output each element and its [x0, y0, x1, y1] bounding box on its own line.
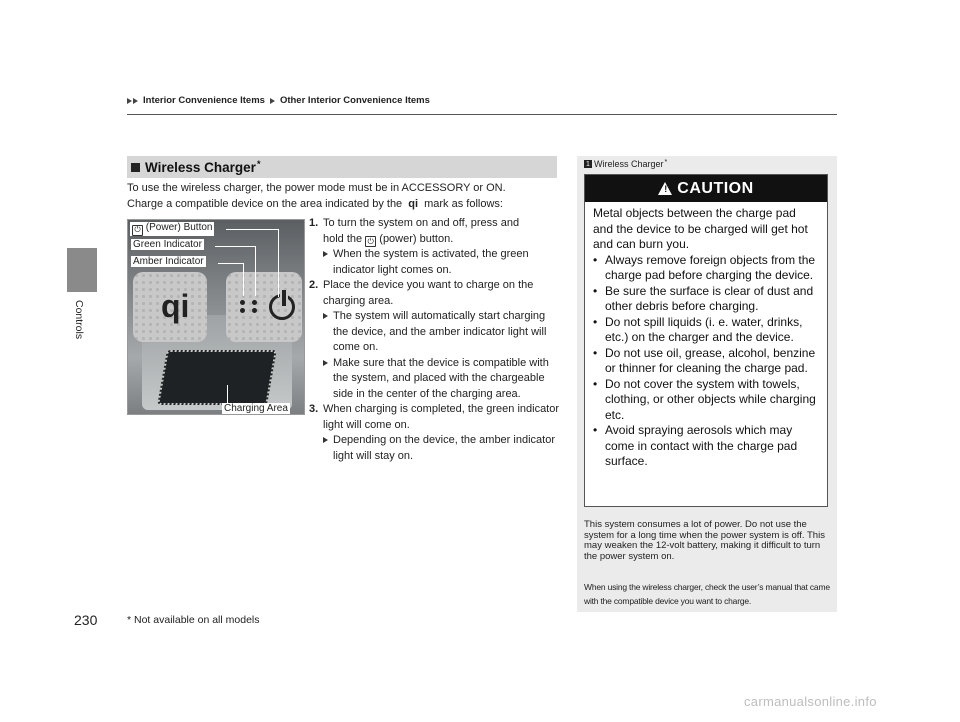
sidebar-title-text: Wireless Charger [594, 159, 664, 169]
power-button-label-text: (Power) Button [145, 222, 213, 233]
leader-line [215, 246, 255, 247]
breadcrumb-separator-icon [270, 98, 275, 104]
power-symbol-icon: ⏻ [132, 225, 143, 236]
chapter-tab [67, 248, 97, 292]
step-3-note [311, 433, 561, 464]
note-text: Depending on the device, the amber indicator light will stay on. [333, 434, 555, 462]
page-number: 230 [74, 612, 98, 628]
bullet-icon: • [593, 252, 598, 267]
arrow-icon [323, 360, 328, 366]
sidebar-notes [577, 156, 837, 612]
qi-callout [133, 272, 207, 342]
step-2 [311, 278, 561, 309]
step-text: Place the device you want to charge on the charging area. [323, 279, 534, 307]
bullet-icon: • [593, 283, 598, 298]
caution-bullet [593, 346, 819, 377]
sidebar-title-asterisk: * [664, 158, 668, 166]
breadcrumb-arrow-icon [127, 98, 138, 104]
warning-triangle-icon: ! [658, 182, 673, 195]
power-button-label [130, 222, 214, 236]
caution-bullet [593, 253, 819, 284]
leader-line [278, 229, 279, 297]
breadcrumb-section: Interior Convenience Items [143, 95, 265, 106]
step-text-start: hold the [323, 232, 363, 245]
green-indicator-label: Green Indicator [133, 239, 202, 250]
intro-line-2-start: Charge a compatible device on the area indicated by the [127, 197, 403, 210]
power-consumption-note: This system consumes a lot of power. Do not use the system for a long time when the power system is off. This may weaken the 12-volt battery, making it difficult to turn the power system on. [584, 519, 825, 562]
caution-body [585, 202, 827, 470]
section-title: Wireless Charger [145, 159, 256, 175]
device-manual-note: When using the wireless charger, check the user’s manual that came with the compatible device you want to charge. [584, 582, 830, 606]
instruction-steps [311, 216, 561, 464]
sidebar-title [584, 159, 667, 169]
arrow-icon [323, 437, 328, 443]
note-text: The system will automatically start charging the device, and the amber indicator light will come on. [333, 310, 547, 353]
power-symbol-icon: ⏻ [365, 236, 376, 247]
footnote: * Not available on all models [127, 614, 260, 626]
bullet-icon: • [593, 314, 598, 329]
bullet-icon: • [593, 345, 598, 360]
caution-header [585, 175, 827, 202]
power-button-stem-icon [280, 290, 288, 306]
amber-indicator-label: Amber Indicator [133, 256, 204, 267]
caution-bullet [593, 315, 819, 346]
intro-text [127, 181, 567, 212]
leader-line [226, 229, 278, 230]
step-1-note [311, 247, 561, 278]
step-text: When charging is completed, the green indicator light will come on. [323, 403, 560, 431]
green-indicator-dot-icon [240, 308, 245, 313]
leader-line [255, 246, 256, 296]
step-number: 2. [309, 279, 319, 291]
header-divider [127, 114, 837, 115]
caution-bullet [593, 284, 819, 315]
step-text-continued [323, 232, 561, 248]
leader-line [218, 263, 243, 264]
leader-line [227, 385, 228, 403]
step-3 [311, 402, 561, 433]
intro-line-2-end: mark as follows: [424, 197, 503, 210]
step-number: 3. [309, 403, 319, 415]
caution-bullet-text: Always remove foreign objects from the charge pad before charging the device. [605, 252, 816, 282]
caution-bullet [593, 423, 819, 470]
watermark: carmanualsonline.info [744, 694, 877, 709]
amber-indicator-icon [252, 300, 257, 305]
square-bullet-icon [131, 163, 140, 172]
caution-bullet-text: Do not spill liquids (i. e. water, drinks, etc.) on the charger and the device. [605, 314, 803, 344]
bullet-icon: • [593, 376, 598, 391]
green-indicator-icon [240, 300, 245, 305]
caution-bullet-text: Do not cover the system with towels, clothing, or other objects while charging etc. [605, 376, 816, 422]
leader-line [243, 263, 244, 296]
qi-symbol-icon: qi [161, 288, 190, 324]
caution-box [584, 174, 828, 507]
wireless-charger-figure [127, 219, 305, 415]
intro-line-1: To use the wireless charger, the power mode must be in ACCESSORY or ON. [127, 182, 506, 194]
section-asterisk: * [256, 159, 261, 169]
arrow-icon [323, 251, 328, 257]
controls-callout [226, 272, 302, 342]
step-1 [311, 216, 561, 247]
chapter-label: Controls [73, 300, 85, 340]
step-2-note-2 [311, 356, 561, 403]
caution-bullet-text: Do not use oil, grease, alcohol, benzine or thinner for cleaning the charge pad. [605, 345, 816, 375]
step-text: To turn the system on and off, press and [323, 217, 520, 229]
bullet-icon: • [593, 423, 598, 437]
caution-title: CAUTION [677, 179, 754, 197]
step-text-end: (power) button. [379, 232, 454, 245]
step-number: 1. [309, 217, 319, 229]
arrow-icon [323, 313, 328, 319]
amber-indicator-dot-icon [252, 308, 257, 313]
note-text: When the system is activated, the green indicator light comes on. [333, 248, 529, 276]
charging-area-label: Charging Area [224, 403, 288, 414]
reference-icon: 1 [584, 160, 592, 168]
step-2-note-1 [311, 309, 561, 356]
caution-bullet [593, 377, 819, 424]
charging-pad [157, 350, 277, 405]
caution-intro: Metal objects between the charge pad and the device to be charged will get hot and can burn you. [593, 206, 808, 251]
caution-bullet-text: Be sure the surface is clear of dust and other debris before charging. [605, 283, 814, 313]
breadcrumb-subsection: Other Interior Convenience Items [279, 95, 430, 106]
breadcrumb [127, 95, 430, 106]
note-text: Make sure that the device is compatible with the system, and placed with the chargeable side in the center of the charging area. [333, 356, 549, 400]
section-heading [127, 156, 557, 178]
qi-mark-icon: qi [408, 197, 419, 210]
intro-line-2 [127, 197, 567, 213]
caution-bullet-text: Avoid spraying aerosols which may come in contact with the charge pad surface. [605, 423, 798, 468]
